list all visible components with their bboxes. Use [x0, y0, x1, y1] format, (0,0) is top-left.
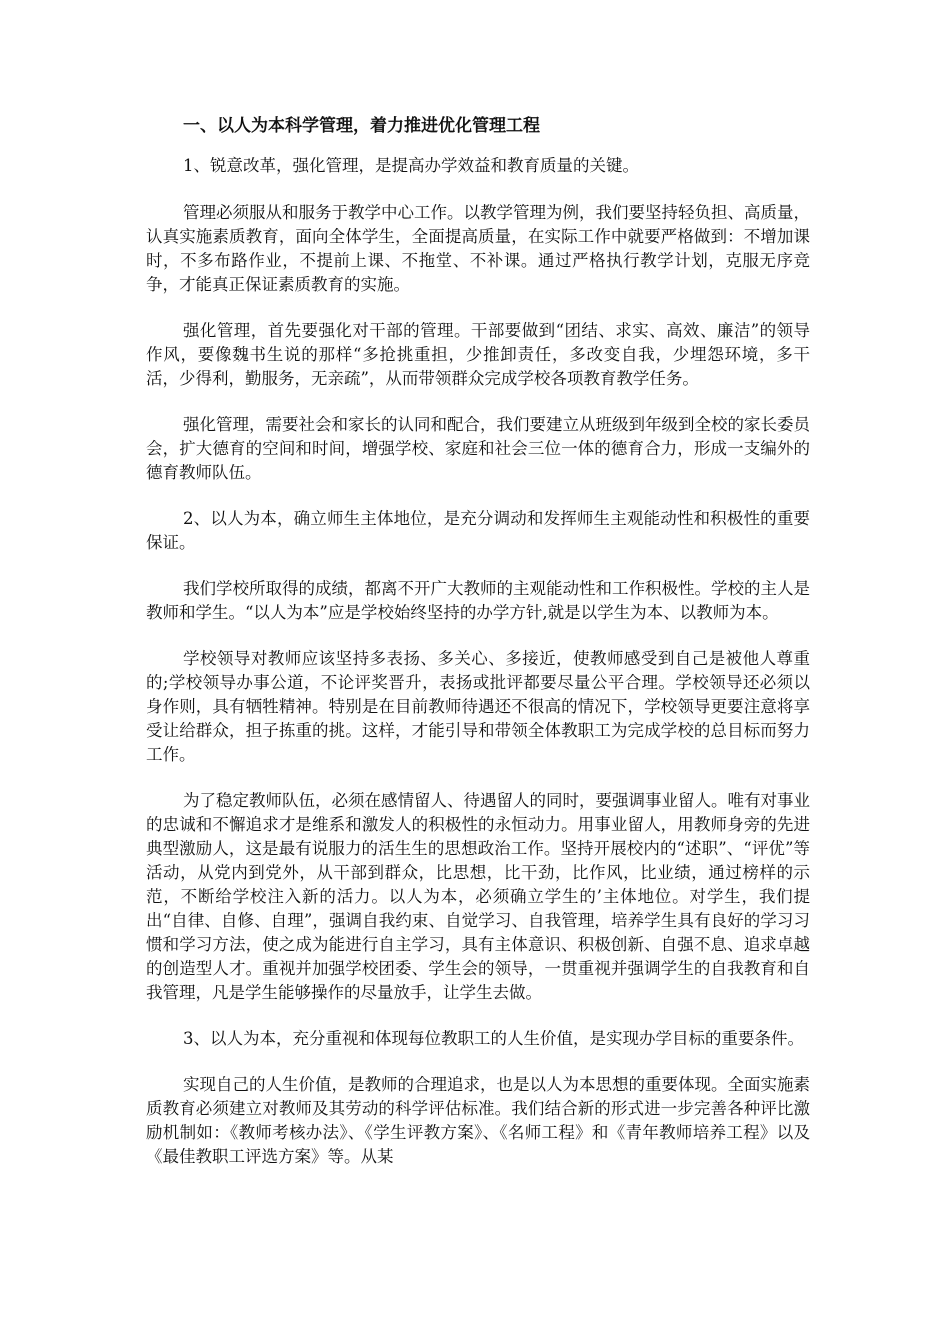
paragraph-7: 学校领导对教师应该坚持多表扬、多关心、多接近，使教师感受到自己是被他人尊重的;学校领导办事公道，不论评奖晋升，表扬或批评都要尽量公平合理。学校领导还必须以身作则，具有牺牲精神。特别是在目前教师待遇还不很高的情况下，学校领导更要注意将享受让给群众，担子拣重的挑。这样，才能引导和带领全体教职工为完成学校的总目标而努力工作。 [146, 649, 810, 764]
document-page [146, 110, 810, 1191]
paragraph-1: 1、锐意改革，强化管理，是提高办学效益和教育质量的关键。 [183, 156, 639, 175]
section-heading: 一、以人为本科学管理，着力推进优化管理工程 [183, 116, 540, 136]
paragraph-9: 3、以人为本，充分重视和体现每位教职工的人生价值，是实现办学目标的重要条件。 [183, 1029, 804, 1048]
paragraph-2: 管理必须服从和服务于教学中心工作。以教学管理为例，我们要坚持轻负担、高质量，认真实施素质教育，面向全体学生，全面提高质量，在实际工作中就要严格做到：不增加课时，不多布路作业，不提前上课、不拖堂、不补课。通过严格执行教学计划，克服无序竞争，才能真正保证素质教育的实施。 [146, 203, 810, 294]
paragraph-6: 我们学校所取得的成绩，都离不开广大教师的主观能动性和工作积极性。学校的主人是教师和学生。“以人为本”应是学校始终坚持的办学方针,就是以学生为本、以教师为本。 [146, 579, 810, 622]
paragraph-3: 强化管理，首先要强化对干部的管理。干部要做到“团结、求实、高效、廉洁”的领导作风，要像魏书生说的那样“多抢挑重担，少推卸责任，多改变自我，少埋怨环境，多干活，少得利，勤服务，无亲疏”，从而带领群众完成学校各项教育教学任务。 [146, 321, 810, 388]
paragraph-4: 强化管理，需要社会和家长的认同和配合，我们要建立从班级到年级到全校的家长委员会，扩大德育的空间和时间，增强学校、家庭和社会三位一体的德育合力，形成一支编外的德育教师队伍。 [146, 415, 810, 482]
paragraph-8: 为了稳定教师队伍，必须在感情留人、待遇留人的同时，要强调事业留人。唯有对事业的忠诚和不懈追求才是维系和激发人的积极性的永恒动力。用事业留人，用教师身旁的先进典型激励人，这是最有说服力的活生生的思想政治工作。坚持开展校内的“述职”、“评优”等活动，从党内到党外，从干部到群众，比思想，比干劲，比作风，比业绩，通过榜样的示范，不断给学校注入新的活力。以人为本，必须确立学生的’主体地位。对学生，我们提出“自律、自修、自理”，强调自我约束、自觉学习、自我管理，培养学生具有良好的学习习惯和学习方法，使之成为能进行自主学习，具有主体意识、积极创新、自强不息、追求卓越的创造型人才。重视并加强学校团委、学生会的领导，一贯重视并强调学生的自我教育和自我管理，凡是学生能够操作的尽量放手，让学生去做。 [146, 791, 810, 1002]
paragraph-5: 2、以人为本，确立师生主体地位，是充分调动和发挥师生主观能动性和积极性的重要保证。 [146, 509, 810, 552]
paragraph-10: 实现自己的人生价值，是教师的合理追求，也是以人为本思想的重要体现。全面实施素质教育必须建立对教师及其劳动的科学评估标准。我们结合新的形式进一步完善各种评比激励机制如：《教师考核办法》、《学生评教方案》、《名师工程》和《青年教师培养工程》以及《最佳教职工评选方案》等。从某 [146, 1075, 810, 1166]
